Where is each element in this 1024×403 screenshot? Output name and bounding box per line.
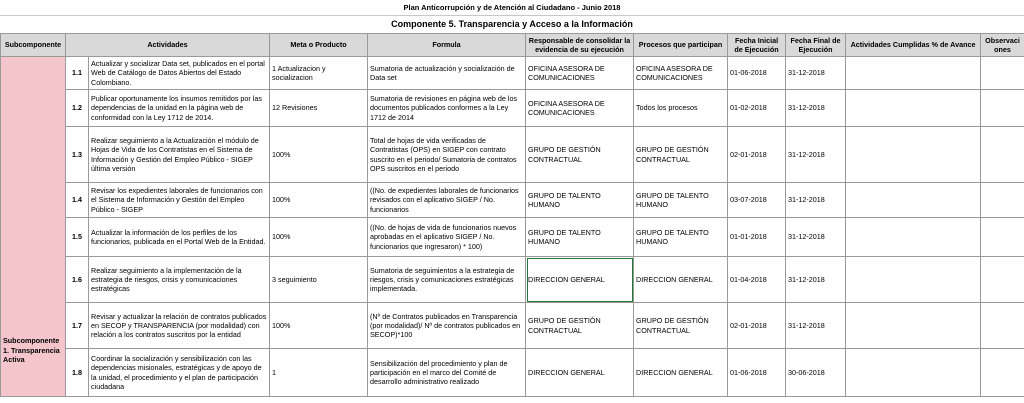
- meta-producto[interactable]: 3 seguimiento: [270, 257, 368, 303]
- responsable[interactable]: DIRECCION GENERAL: [526, 349, 634, 397]
- avance-cell[interactable]: [846, 257, 981, 303]
- avance-cell[interactable]: [846, 57, 981, 90]
- avance-cell[interactable]: [846, 303, 981, 349]
- table-row: [1, 127, 1024, 183]
- avance-cell[interactable]: [846, 349, 981, 397]
- responsable[interactable]: GRUPO DE GESTIÓN CONTRACTUAL: [526, 127, 634, 183]
- responsable[interactable]: GRUPO DE GESTIÓN CONTRACTUAL: [526, 303, 634, 349]
- fecha-inicial[interactable]: 01-01-2018: [728, 218, 786, 257]
- meta-producto[interactable]: 100%: [270, 127, 368, 183]
- observaciones-cell[interactable]: [981, 303, 1024, 349]
- fecha-inicial[interactable]: 03-07-2018: [728, 183, 786, 218]
- formula-text[interactable]: Sumatoria de actualización y socialización de Data set: [368, 57, 526, 90]
- fecha-final[interactable]: 31-12-2018: [786, 183, 846, 218]
- meta-producto[interactable]: 1: [270, 349, 368, 397]
- activity-text[interactable]: Actualizar y socializar Data set, publicados en el portal Web de Catálogo de Datos Abiertos del Estado Colombiano.: [89, 57, 270, 90]
- col-fecha-inicial[interactable]: Fecha Inicial de Ejecución: [728, 34, 786, 57]
- responsable[interactable]: OFICINA ASESORA DE COMUNICACIONES: [526, 57, 634, 90]
- avance-cell[interactable]: [846, 218, 981, 257]
- procesos[interactable]: DIRECCION GENERAL: [634, 257, 728, 303]
- table-row: [1, 303, 1024, 349]
- procesos[interactable]: GRUPO DE TALENTO HUMANO: [634, 218, 728, 257]
- formula-text[interactable]: Sumatoria de seguimientos a la estrategia de riesgos, crisis y comunicaciones estratégicas implementada.: [368, 257, 526, 303]
- col-fecha-final[interactable]: Fecha Final de Ejecución: [786, 34, 846, 57]
- col-actividades[interactable]: Actividades: [66, 34, 270, 57]
- avance-cell[interactable]: [846, 183, 981, 218]
- formula-text[interactable]: Total de hojas de vida verificadas de Contratistas (OPS) en SIGEP con contrato suscrito en el periodo/ Sumatoria de contratos OPS suscritos en el periodo: [368, 127, 526, 183]
- formula-text[interactable]: Sensibilización del procedimiento y plan de participación en el marco del Comité de desarrollo administrativo realizado: [368, 349, 526, 397]
- activity-number[interactable]: 1.6: [66, 257, 89, 303]
- table-row: [1, 57, 1024, 90]
- table-row: [1, 90, 1024, 127]
- fecha-final[interactable]: 31-12-2018: [786, 218, 846, 257]
- activity-text[interactable]: Revisar los expedientes laborales de funcionarios con el Sistema de Información y Gestión del Empleo Público - SIGEP: [89, 183, 270, 218]
- plan-title: Plan Anticorrupción y de Atención al Ciudadano - Junio 2018: [0, 0, 1024, 16]
- activity-text[interactable]: Publicar oportunamente los insumos remitidos por las dependencias de la unidad en la página web de conformidad con la Ley 1712 de 2014.: [89, 90, 270, 127]
- formula-text[interactable]: ((No. de hojas de vida de funcionarios nuevos aprobadas en el aplicativo SIGEP / No. funcionarios que ingresaron) * 100): [368, 218, 526, 257]
- meta-producto[interactable]: 100%: [270, 218, 368, 257]
- observaciones-cell[interactable]: [981, 218, 1024, 257]
- col-subcomponente[interactable]: Subcomponente: [1, 34, 66, 57]
- responsable[interactable]: GRUPO DE TALENTO HUMANO: [526, 183, 634, 218]
- observaciones-cell[interactable]: [981, 349, 1024, 397]
- table-row: [1, 183, 1024, 218]
- header-row: [1, 34, 1024, 57]
- fecha-final[interactable]: 31-12-2018: [786, 257, 846, 303]
- activity-number[interactable]: 1.4: [66, 183, 89, 218]
- fecha-final[interactable]: 31-12-2018: [786, 127, 846, 183]
- activity-number[interactable]: 1.2: [66, 90, 89, 127]
- fecha-final[interactable]: 31-12-2018: [786, 303, 846, 349]
- fecha-inicial[interactable]: 02-01-2018: [728, 303, 786, 349]
- procesos[interactable]: GRUPO DE GESTIÓN CONTRACTUAL: [634, 303, 728, 349]
- component-title: Componente 5. Transparencia y Acceso a la Información: [391, 19, 633, 29]
- col-responsable[interactable]: Responsable de consolidar la evidencia de su ejecución: [526, 34, 634, 57]
- col-observaciones[interactable]: Observaciones: [981, 34, 1024, 57]
- subcomponent-cell[interactable]: Subcomponente 1. Transparencia Activa: [1, 57, 66, 397]
- activity-text[interactable]: Realizar seguimiento a la Actualización el módulo de Hojas de Vida de los Contratistas en el Sistema de Información y Gestión del Empleo Público - SIGEP última versión: [89, 127, 270, 183]
- activity-number[interactable]: 1.3: [66, 127, 89, 183]
- table-row: [1, 349, 1024, 397]
- col-procesos[interactable]: Procesos que participan: [634, 34, 728, 57]
- observaciones-cell[interactable]: [981, 127, 1024, 183]
- formula-text[interactable]: ((No. de expedientes laborales de funcionarios revisados con el aplicativo SIGEP / No. funcionarios: [368, 183, 526, 218]
- fecha-inicial[interactable]: 01-04-2018: [728, 257, 786, 303]
- table-row: [1, 257, 1024, 303]
- table-row: [1, 218, 1024, 257]
- activity-text[interactable]: Coordinar la socialización y sensibilización con las dependencias misionales, estratégicas y de apoyo de la unidad, el procedimiento y el plan de participación ciudadana: [89, 349, 270, 397]
- fecha-final[interactable]: 31-12-2018: [786, 57, 846, 90]
- procesos[interactable]: OFICINA ASESORA DE COMUNICACIONES: [634, 57, 728, 90]
- col-avance[interactable]: Actividades Cumplidas % de Avance: [846, 34, 981, 57]
- avance-cell[interactable]: [846, 127, 981, 183]
- formula-text[interactable]: (Nº de Contratos publicados en Transparencia (por modalidad)/ Nº de contratos publicados en SECOP)*100: [368, 303, 526, 349]
- formula-text[interactable]: Sumatoria de revisiones en página web de los documentos publicados conformes a la Ley 1712 de 2014: [368, 90, 526, 127]
- procesos[interactable]: Todos los procesos: [634, 90, 728, 127]
- procesos[interactable]: DIRECCION GENERAL: [634, 349, 728, 397]
- activity-number[interactable]: 1.8: [66, 349, 89, 397]
- table-body: [1, 57, 1024, 397]
- activity-text[interactable]: Realizar seguimiento a la implementación de la estrategia de riesgos, crisis y comunicaciones estratégicas: [89, 257, 270, 303]
- observaciones-cell[interactable]: [981, 183, 1024, 218]
- activity-number[interactable]: 1.7: [66, 303, 89, 349]
- activity-number[interactable]: 1.1: [66, 57, 89, 90]
- col-formula[interactable]: Formula: [368, 34, 526, 57]
- activity-number[interactable]: 1.5: [66, 218, 89, 257]
- meta-producto[interactable]: 100%: [270, 303, 368, 349]
- fecha-inicial[interactable]: 02-01-2018: [728, 127, 786, 183]
- col-meta[interactable]: Meta o Producto: [270, 34, 368, 57]
- responsable[interactable]: OFICINA ASESORA DE COMUNICACIONES: [526, 90, 634, 127]
- activity-text[interactable]: Actualizar la información de los perfiles de los funcionarios, publicada en el Portal Web de la Entidad.: [89, 218, 270, 257]
- observaciones-cell[interactable]: [981, 257, 1024, 303]
- fecha-inicial[interactable]: 01-06-2018: [728, 57, 786, 90]
- fecha-inicial[interactable]: 01-06-2018: [728, 349, 786, 397]
- meta-producto[interactable]: 100%: [270, 183, 368, 218]
- responsable[interactable]: GRUPO DE TALENTO HUMANO: [526, 218, 634, 257]
- fecha-inicial[interactable]: 01-02-2018: [728, 90, 786, 127]
- avance-cell[interactable]: [846, 90, 981, 127]
- activities-table: [0, 33, 1024, 397]
- fecha-final[interactable]: 30-06-2018: [786, 349, 846, 397]
- meta-producto[interactable]: 1 Actualizacion y socializacion: [270, 57, 368, 90]
- procesos[interactable]: GRUPO DE TALENTO HUMANO: [634, 183, 728, 218]
- meta-producto[interactable]: 12 Revisiones: [270, 90, 368, 127]
- procesos[interactable]: GRUPO DE GESTIÓN CONTRACTUAL: [634, 127, 728, 183]
- activity-text[interactable]: Revisar y actualizar la relación de contratos publicados en SECOP y TRANSPARENCIA (por modalidad) con relación a los contratos suscritos por la entidad: [89, 303, 270, 349]
- fecha-final[interactable]: 31-12-2018: [786, 90, 846, 127]
- observaciones-cell[interactable]: [981, 57, 1024, 90]
- responsable[interactable]: DIRECCION GENERAL: [526, 257, 634, 303]
- observaciones-cell[interactable]: [981, 90, 1024, 127]
